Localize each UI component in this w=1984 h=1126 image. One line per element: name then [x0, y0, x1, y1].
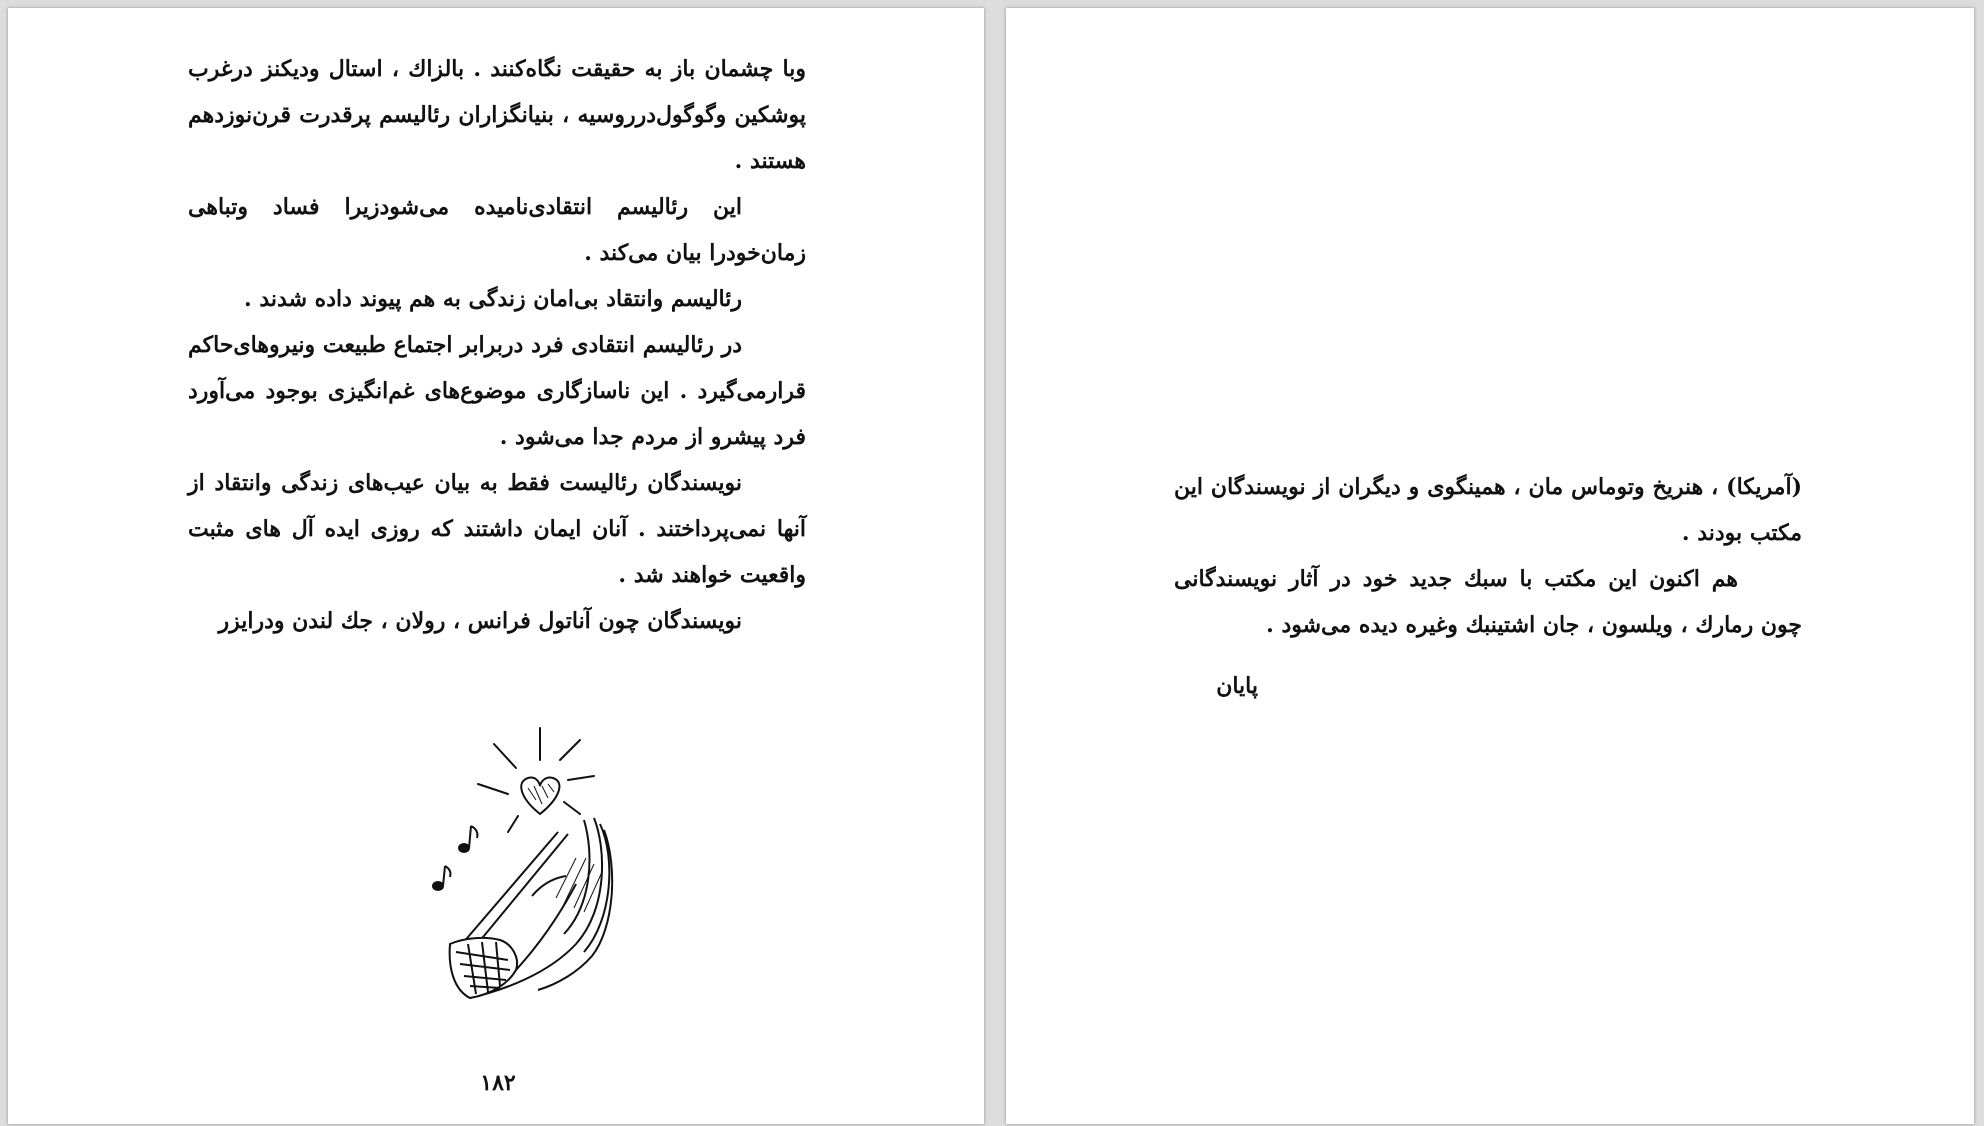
paragraph: رئالیسم وانتقاد بی‌امان زندگی به هم پیوند داده شدند .	[244, 286, 742, 312]
page-number: ۱۸۲	[480, 1070, 516, 1096]
paragraph: نویسندگان چون آناتول فرانس ، رولان ، جك لندن ودرایزر	[218, 608, 742, 634]
end-word: پایان	[1216, 673, 1258, 699]
paragraph: در رئالیسم انتقادی فرد دربرابر اجتماع طبیعت ونیروهای‌حاکم قرارمی‌گیرد . این ناسازگاری موضوع‌های غم‌انگیزی بوجود می‌آورد فرد پیشرو از مردم جدا می‌شود .	[188, 332, 806, 450]
paragraph: (آمریکا) ، هنریخ وتوماس مان ، همینگوی و دیگران از نویسندگان این مکتب بودند .	[1174, 474, 1802, 546]
paragraph: نویسندگان رئالیست فقط به بیان عیب‌های زندگی وانتقاد از آنها نمی‌پرداختند . آنان ایمان داشتند که روزی ایده آل های مثبت واقعیت خواهند شد .	[188, 470, 806, 588]
paragraph: این رئالیسم انتقادی‌نامیده می‌شودزیرا فساد وتباهی زمان‌خودرا بیان می‌کند .	[188, 194, 806, 266]
right-page	[1006, 8, 1974, 1124]
left-page	[8, 8, 984, 1124]
paragraph: هم اکنون این مکتب با سبك جدید خود در آثار نویسندگانی چون رمارك ، ویلسون ، جان اشتینبك وغیره دیده می‌شود .	[1174, 566, 1802, 638]
paragraph: وبا چشمان باز به حقیقت نگاه‌کنند . بالزاك ، استال ودیکنز درغرب پوشکین وگوگول‌درروسیه ، بنیانگزاران رئالیسم پرقدرت قرن‌نوزدهم هستند .	[188, 56, 806, 174]
left-page-text	[188, 46, 806, 644]
harp-heart-music-icon	[408, 708, 638, 1023]
right-page-text	[1174, 464, 1802, 648]
